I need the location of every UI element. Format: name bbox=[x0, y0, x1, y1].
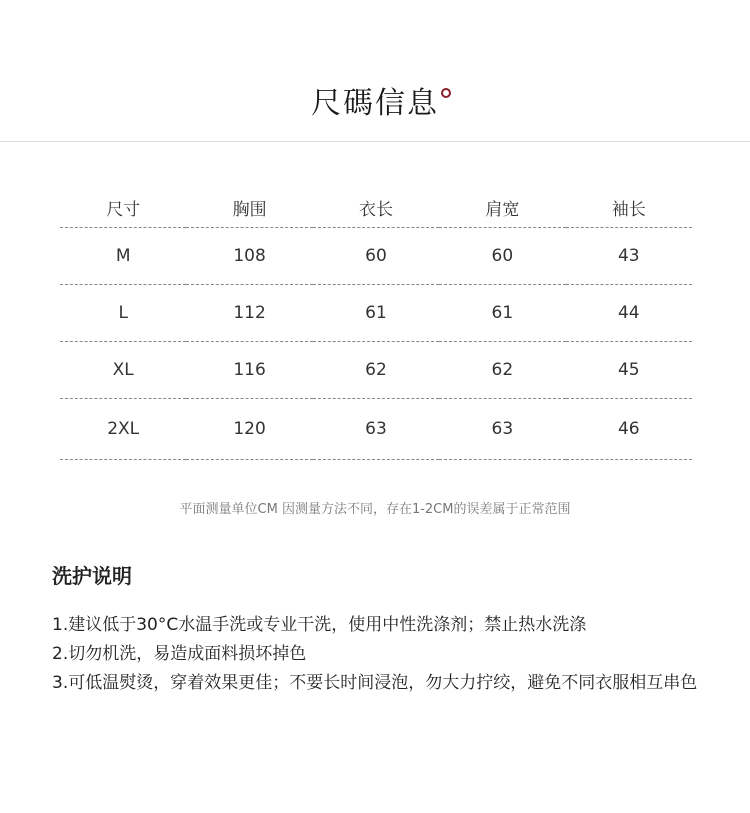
table-cell: 45 bbox=[566, 342, 692, 399]
table-cell: 62 bbox=[313, 342, 439, 399]
table-cell: M bbox=[60, 228, 186, 285]
column-header-shoulder: 肩宽 bbox=[439, 188, 565, 228]
table-row bbox=[60, 285, 692, 342]
table-cell: 46 bbox=[566, 399, 692, 460]
table-cell: 112 bbox=[186, 285, 312, 342]
measurement-note: 平面测量单位CM 因测量方法不同，存在1-2CM的误差属于正常范围 bbox=[179, 502, 571, 517]
table-cell: 61 bbox=[439, 285, 565, 342]
table-header-row bbox=[60, 188, 692, 228]
column-header-length: 衣长 bbox=[313, 188, 439, 228]
table-row bbox=[60, 342, 692, 399]
table-cell: XL bbox=[60, 342, 186, 399]
column-header-chest: 胸围 bbox=[186, 188, 312, 228]
table-cell: 120 bbox=[186, 399, 312, 460]
column-header-size: 尺寸 bbox=[60, 188, 186, 228]
table-cell: 108 bbox=[186, 228, 312, 285]
care-instructions-list bbox=[52, 611, 702, 698]
table-cell: 43 bbox=[566, 228, 692, 285]
table-cell: 61 bbox=[313, 285, 439, 342]
table-row bbox=[60, 228, 692, 285]
page-title bbox=[311, 78, 439, 122]
table-cell: 44 bbox=[566, 285, 692, 342]
table-cell: 60 bbox=[439, 228, 565, 285]
list-item: 2.切勿机洗，易造成面料损坏掉色 bbox=[52, 644, 307, 664]
care-section-title: 洗护说明 bbox=[52, 564, 132, 588]
list-item: 1.建议低于30°C水温手洗或专业干洗，使用中性洗涤剂；禁止热水洗涤 bbox=[52, 615, 587, 635]
table-cell: 63 bbox=[313, 399, 439, 460]
table-cell: 2XL bbox=[60, 399, 186, 460]
decorative-circle-icon bbox=[441, 88, 451, 98]
table-cell: 116 bbox=[186, 342, 312, 399]
table-row bbox=[60, 399, 692, 460]
table-cell: 63 bbox=[439, 399, 565, 460]
column-header-sleeve: 袖长 bbox=[566, 188, 692, 228]
table-cell: 62 bbox=[439, 342, 565, 399]
title-area bbox=[0, 78, 750, 122]
list-item: 3.可低温熨烫，穿着效果更佳；不要长时间浸泡，勿大力拧绞，避免不同衣服相互串色 bbox=[52, 673, 698, 693]
size-table bbox=[60, 188, 692, 460]
header-divider bbox=[0, 141, 750, 142]
table-cell: L bbox=[60, 285, 186, 342]
table-cell: 60 bbox=[313, 228, 439, 285]
page-title-text: 尺碼信息 bbox=[311, 86, 439, 121]
